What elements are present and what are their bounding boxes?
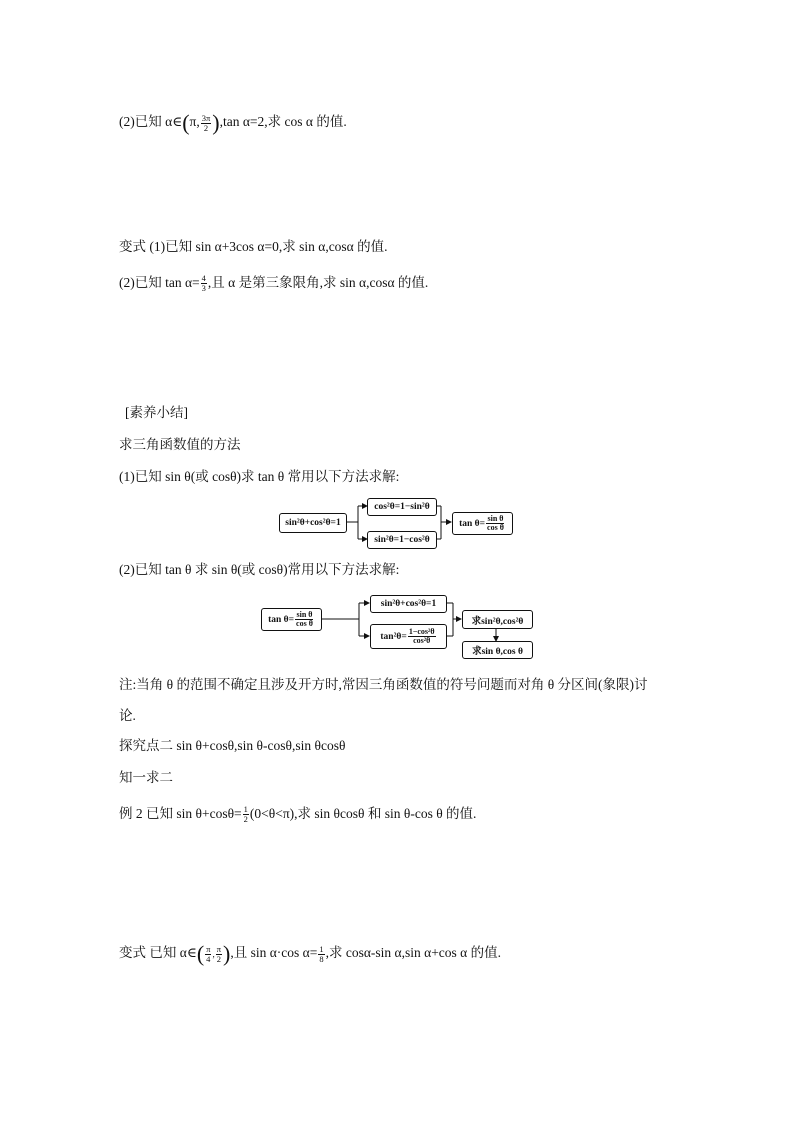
summary-title: 求三角函数值的方法	[119, 437, 241, 452]
variant-1-line1: 变式 (1)已知 sin α+3cos α=0,求 sin α,cosα 的值.	[119, 239, 388, 254]
diagram-2-right-bottom-box: 求sin θ,cos θ	[462, 641, 533, 659]
diagram-1-right-box: tan θ= $\frac{\text{sin θ}}{\text{cos θ}}$	[452, 512, 513, 535]
variant-2: 变式 已知 α∈( $\frac{\pi}{4}$ , $\frac{\pi}{2}$ ),且 sin α·cos α= $\frac{1}{8}$ ,求 cosα-sin α,sin α+cos α 的值.	[119, 941, 501, 966]
fraction: $\frac{\text{sin θ}}{\text{cos θ}}$	[487, 513, 504, 532]
summary-heading: [素养小结]	[125, 405, 188, 420]
diagram-1-top-box: cos²θ=1−sin²θ	[367, 498, 437, 516]
diagram-1-bottom-box: sin²θ=1−cos²θ	[367, 531, 437, 549]
fraction: $\frac{1}{2}$	[243, 804, 248, 825]
section-2-subheading: 知一求二	[119, 770, 173, 785]
diagram-1-left-box: sin²θ+cos²θ=1	[279, 513, 347, 533]
diagram-2-left-box: tan θ= $\frac{\text{sin θ}}{\text{cos θ}}$	[261, 608, 322, 631]
fraction: $\frac{4}{3}$	[201, 273, 206, 294]
fraction: $\frac{\text{sin θ}}{\text{cos θ}}$	[296, 609, 313, 628]
fraction: $\frac{1}{8}$	[319, 943, 324, 964]
diagram-2-top-box: sin²θ+cos²θ=1	[370, 595, 447, 613]
diagram-2-bottom-box: tan²θ= $\frac{\text{1−cos²θ}}{\text{cos²θ}}$	[370, 624, 447, 649]
fraction: $\frac{\text{1−cos²θ}}{\text{cos²θ}}$	[408, 626, 435, 645]
summary-item-1: (1)已知 sin θ(或 cosθ)求 tan θ 常用以下方法求解:	[119, 469, 400, 484]
note-line-2: 论.	[119, 708, 136, 723]
diagram-2-right-top-box: 求sin²θ,cos²θ	[462, 610, 533, 629]
note-line-1: 注:当角 θ 的范围不确定且涉及开方时,常因三角函数值的符号问题而对角 θ 分区间(象限)讨	[119, 677, 648, 692]
variant-1-line2: (2)已知 tan α= $\frac{4}{3}$ ,且 α 是第三象限角,求 sin α,cosα 的值.	[119, 273, 429, 294]
example-2: 例 2 已知 sin θ+cosθ= $\frac{1}{2}$ (0<θ<π),求 sin θcosθ 和 sin θ-cos θ 的值.	[119, 804, 477, 825]
section-2-heading: 探究点二 sin θ+cosθ,sin θ-cosθ,sin θcosθ	[119, 738, 346, 753]
fraction: $\frac{\pi}{2}$	[216, 943, 221, 964]
summary-item-2: (2)已知 tan θ 求 sin θ(或 cosθ)常用以下方法求解:	[119, 562, 400, 577]
fraction: $\frac{3\pi}{2}$	[201, 112, 211, 133]
fraction: $\frac{\pi}{4}$	[206, 943, 211, 964]
question-2: (2)已知 α∈(π, $\frac{3\pi}{2}$ ),tan α=2,求 cos α 的值.	[119, 110, 347, 135]
